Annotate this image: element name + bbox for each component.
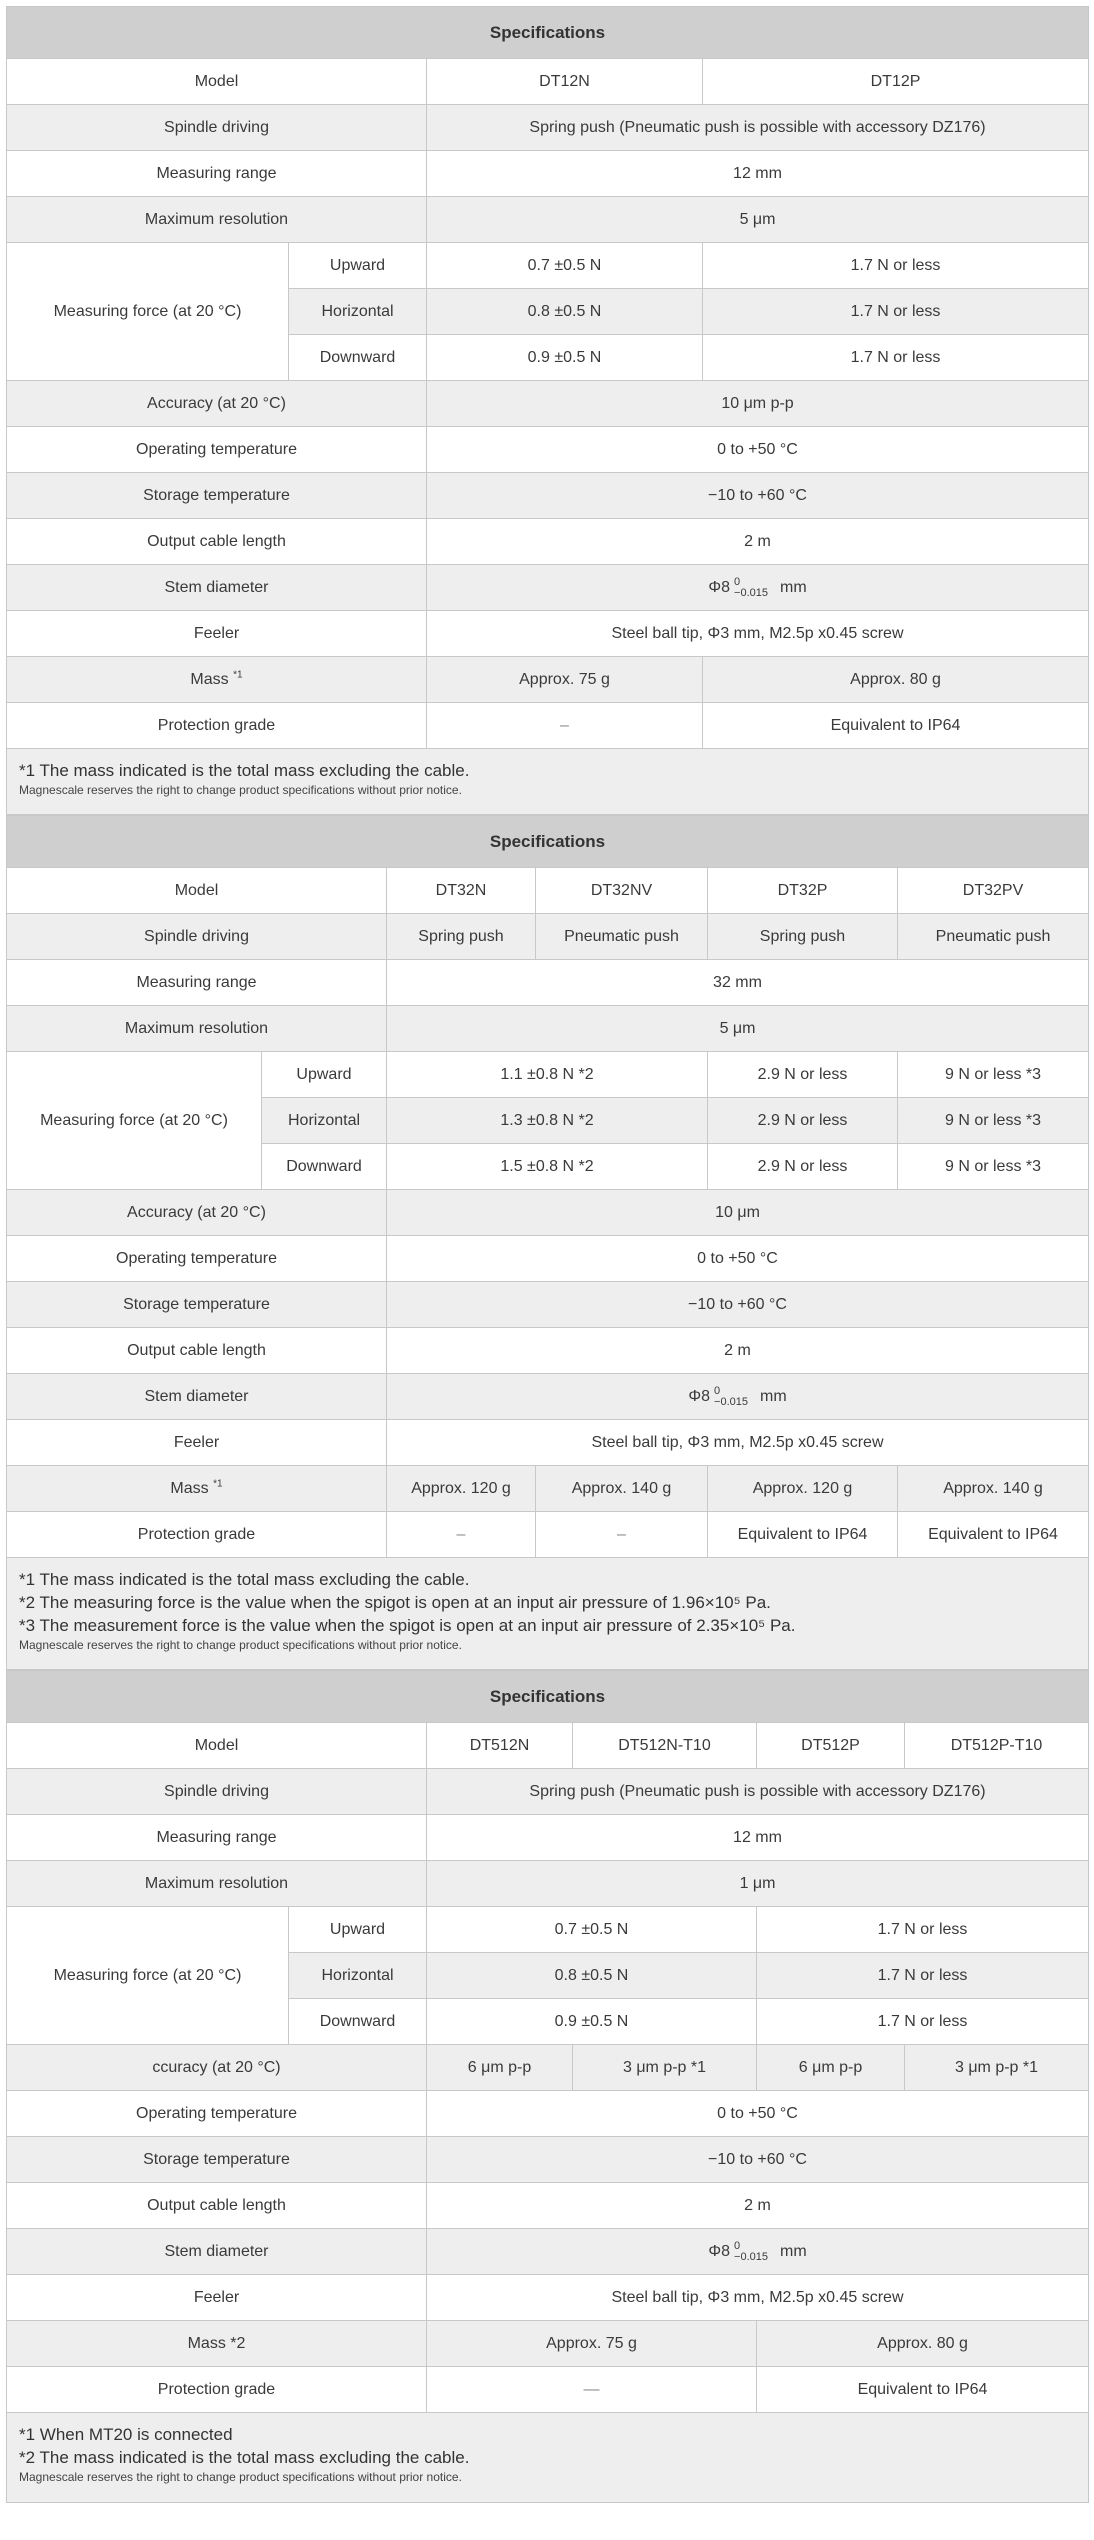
value-cell: 9 N or less *3 (898, 1144, 1089, 1190)
value-cell: 1.7 N or less (757, 1907, 1089, 1953)
value-cell: 0.8 ±0.5 N (427, 289, 703, 335)
value-cell: 1.1 ±0.8 N *2 (387, 1052, 708, 1098)
row-label-feeler: Feeler (7, 2275, 427, 2321)
value-cell: Spring push (Pneumatic push is possible with accessory DZ176) (427, 1769, 1089, 1815)
row-label-resolution: Maximum resolution (7, 1861, 427, 1907)
stem-tolerance-lower: −0.015 (714, 1395, 748, 1408)
row-label-resolution: Maximum resolution (7, 197, 427, 243)
value-cell: 2.9 N or less (708, 1144, 898, 1190)
footnotes (7, 749, 1089, 815)
footnote: *1 When MT20 is connected (19, 2425, 233, 2444)
value-cell: Approx. 140 g (898, 1466, 1089, 1512)
value-cell: 1.7 N or less (703, 335, 1089, 381)
table-row (7, 2229, 1089, 2275)
value-cell: −10 to +60 °C (427, 2137, 1089, 2183)
model-cell: DT12N (427, 59, 703, 105)
table-row (7, 1374, 1089, 1420)
row-label-cable: Output cable length (7, 519, 427, 565)
mass-label: Mass (190, 670, 229, 688)
value-cell: 3 μm p-p *1 (905, 2045, 1089, 2091)
footnote: *2 The measuring force is the value when the spigot is open at an input air pressure of 1.96×10⁵ Pa. (19, 1593, 771, 1612)
model-cell: DT32P (708, 868, 898, 914)
force-direction-label: Upward (289, 1907, 427, 1953)
value-cell: Approx. 80 g (703, 657, 1089, 703)
row-label-force: Measuring force (at 20 °C) (7, 1907, 289, 2045)
value-cell: — (427, 2367, 757, 2413)
row-label-cable: Output cable length (7, 1328, 387, 1374)
stem-base: Φ8 (708, 578, 731, 596)
row-label-stem: Stem diameter (7, 2229, 427, 2275)
stem-tolerance-upper: 0 (714, 1384, 721, 1397)
table-row (7, 2367, 1089, 2413)
value-cell: −10 to +60 °C (387, 1282, 1089, 1328)
row-label-resolution: Maximum resolution (7, 1006, 387, 1052)
value-cell: 0 to +50 °C (387, 1236, 1089, 1282)
table-row (7, 1282, 1089, 1328)
table-row (7, 427, 1089, 473)
stem-unit: mm (779, 2242, 807, 2260)
table-row (7, 1190, 1089, 1236)
stem-tolerance-lower: −0.015 (734, 2250, 768, 2263)
row-label-mass (7, 657, 427, 703)
table-title: Specifications (7, 816, 1089, 868)
row-label-spindle: Spindle driving (7, 105, 427, 151)
table-row (7, 2045, 1089, 2091)
row-label-model: Model (7, 59, 427, 105)
value-cell: 2 m (427, 2183, 1089, 2229)
spec-table-dt12 (6, 6, 1089, 815)
model-cell: DT512P-T10 (905, 1723, 1089, 1769)
row-label-range: Measuring range (7, 1815, 427, 1861)
table-row (7, 243, 1089, 289)
row-label-mass: Mass *2 (7, 2321, 427, 2367)
row-label-protection: Protection grade (7, 703, 427, 749)
row-label-operating-temp: Operating temperature (7, 2091, 427, 2137)
table-row (7, 1052, 1089, 1098)
row-label-accuracy: Accuracy (at 20 °C) (7, 1190, 387, 1236)
table-row (7, 1723, 1089, 1769)
footnotes (7, 1558, 1089, 1670)
model-cell: DT512N (427, 1723, 573, 1769)
table-row (7, 703, 1089, 749)
row-label-operating-temp: Operating temperature (7, 1236, 387, 1282)
value-cell: Approx. 120 g (387, 1466, 536, 1512)
table-row (7, 565, 1089, 611)
force-direction-label: Upward (262, 1052, 387, 1098)
model-cell: DT512P (757, 1723, 905, 1769)
value-cell: 1.3 ±0.8 N *2 (387, 1098, 708, 1144)
footnote: *2 The mass indicated is the total mass excluding the cable. (19, 2448, 470, 2467)
force-direction-label: Horizontal (262, 1098, 387, 1144)
row-label-protection: Protection grade (7, 2367, 427, 2413)
row-label-model: Model (7, 868, 387, 914)
value-cell: 3 μm p-p *1 (573, 2045, 757, 2091)
table-row (7, 2137, 1089, 2183)
mass-footnote-ref: *1 (213, 1478, 223, 1490)
table-row (7, 1512, 1089, 1558)
disclaimer: Magnescale reserves the right to change product specifications without prior notice. (19, 1638, 462, 1652)
stem-unit: mm (759, 1387, 787, 1405)
table-row (7, 473, 1089, 519)
stem-unit: mm (779, 578, 807, 596)
row-label-storage-temp: Storage temperature (7, 1282, 387, 1328)
value-cell: 10 μm p-p (427, 381, 1089, 427)
table-row (7, 2275, 1089, 2321)
row-label-protection: Protection grade (7, 1512, 387, 1558)
force-direction-label: Downward (289, 1999, 427, 2045)
stem-diameter-value (387, 1374, 1089, 1420)
row-label-spindle: Spindle driving (7, 914, 387, 960)
table-row (7, 1769, 1089, 1815)
value-cell: 9 N or less *3 (898, 1052, 1089, 1098)
footnote: *1 The mass indicated is the total mass excluding the cable. (19, 1570, 470, 1589)
stem-diameter-value (427, 2229, 1089, 2275)
table-title: Specifications (7, 7, 1089, 59)
table-row (7, 2183, 1089, 2229)
table-footnotes-row (7, 749, 1089, 815)
value-cell: 6 μm p-p (757, 2045, 905, 2091)
footnote: *3 The measurement force is the value when the spigot is open at an input air pressure of 2.35×10⁵ Pa. (19, 1616, 796, 1635)
value-cell: −10 to +60 °C (427, 473, 1089, 519)
row-label-storage-temp: Storage temperature (7, 2137, 427, 2183)
value-cell: Approx. 75 g (427, 657, 703, 703)
table-row (7, 611, 1089, 657)
mass-footnote-ref: *1 (233, 669, 243, 681)
value-cell: – (387, 1512, 536, 1558)
stem-tolerance-upper: 0 (734, 575, 741, 588)
row-label-range: Measuring range (7, 151, 427, 197)
table-row (7, 1466, 1089, 1512)
value-cell: – (536, 1512, 708, 1558)
row-label-mass (7, 1466, 387, 1512)
table-row (7, 1328, 1089, 1374)
value-cell: 12 mm (427, 151, 1089, 197)
value-cell: 5 μm (427, 197, 1089, 243)
value-cell: 2.9 N or less (708, 1052, 898, 1098)
value-cell: 0 to +50 °C (427, 427, 1089, 473)
table-footnotes-row (7, 1558, 1089, 1670)
value-cell: Equivalent to IP64 (708, 1512, 898, 1558)
value-cell: 1.7 N or less (757, 1953, 1089, 1999)
value-cell: 1 μm (427, 1861, 1089, 1907)
table-row (7, 105, 1089, 151)
row-label-force: Measuring force (at 20 °C) (7, 1052, 262, 1190)
table-row (7, 197, 1089, 243)
value-cell: 9 N or less *3 (898, 1098, 1089, 1144)
value-cell: 0 to +50 °C (427, 2091, 1089, 2137)
table-row (7, 1815, 1089, 1861)
value-cell: Steel ball tip, Φ3 mm, M2.5p x0.45 screw (427, 611, 1089, 657)
table-row (7, 2091, 1089, 2137)
row-label-model: Model (7, 1723, 427, 1769)
value-cell: Spring push (387, 914, 536, 960)
force-direction-label: Downward (262, 1144, 387, 1190)
row-label-range: Measuring range (7, 960, 387, 1006)
value-cell: Pneumatic push (898, 914, 1089, 960)
table-title: Specifications (7, 1671, 1089, 1723)
value-cell: Approx. 75 g (427, 2321, 757, 2367)
value-cell: 12 mm (427, 1815, 1089, 1861)
table-row (7, 2321, 1089, 2367)
force-direction-label: Downward (289, 335, 427, 381)
value-cell: 1.7 N or less (703, 243, 1089, 289)
row-label-operating-temp: Operating temperature (7, 427, 427, 473)
table-row (7, 657, 1089, 703)
table-row (7, 868, 1089, 914)
footnote: *1 The mass indicated is the total mass excluding the cable. (19, 761, 470, 780)
table-footnotes-row (7, 2413, 1089, 2503)
value-cell: Pneumatic push (536, 914, 708, 960)
value-cell: Equivalent to IP64 (757, 2367, 1089, 2413)
value-cell: 2 m (387, 1328, 1089, 1374)
table-row (7, 519, 1089, 565)
spec-table-dt32 (6, 815, 1089, 1670)
row-label-feeler: Feeler (7, 1420, 387, 1466)
row-label-feeler: Feeler (7, 611, 427, 657)
stem-tolerance-lower: −0.015 (734, 586, 768, 599)
value-cell: 1.7 N or less (703, 289, 1089, 335)
table-row (7, 1236, 1089, 1282)
force-direction-label: Horizontal (289, 289, 427, 335)
value-cell: Equivalent to IP64 (898, 1512, 1089, 1558)
value-cell: 5 μm (387, 1006, 1089, 1052)
value-cell: 0.9 ±0.5 N (427, 1999, 757, 2045)
force-direction-label: Horizontal (289, 1953, 427, 1999)
footnotes (7, 2413, 1089, 2503)
stem-base: Φ8 (688, 1387, 711, 1405)
row-label-stem: Stem diameter (7, 1374, 387, 1420)
row-label-force: Measuring force (at 20 °C) (7, 243, 289, 381)
model-cell: DT32N (387, 868, 536, 914)
disclaimer: Magnescale reserves the right to change product specifications without prior notice. (19, 2470, 462, 2484)
value-cell: 2.9 N or less (708, 1098, 898, 1144)
value-cell: 10 μm (387, 1190, 1089, 1236)
model-cell: DT32PV (898, 868, 1089, 914)
value-cell: 1.5 ±0.8 N *2 (387, 1144, 708, 1190)
model-cell: DT12P (703, 59, 1089, 105)
table-row (7, 1907, 1089, 1953)
force-direction-label: Upward (289, 243, 427, 289)
value-cell: Steel ball tip, Φ3 mm, M2.5p x0.45 screw (427, 2275, 1089, 2321)
table-row (7, 59, 1089, 105)
value-cell: 0.7 ±0.5 N (427, 1907, 757, 1953)
stem-tolerance-upper: 0 (734, 2239, 741, 2252)
stem-diameter-value (427, 565, 1089, 611)
row-label-accuracy: Accuracy (at 20 °C) (7, 381, 427, 427)
table-row (7, 1861, 1089, 1907)
table-row (7, 1006, 1089, 1052)
value-cell: Equivalent to IP64 (703, 703, 1089, 749)
value-cell: Spring push (Pneumatic push is possible with accessory DZ176) (427, 105, 1089, 151)
value-cell: Steel ball tip, Φ3 mm, M2.5p x0.45 screw (387, 1420, 1089, 1466)
row-label-spindle: Spindle driving (7, 1769, 427, 1815)
row-label-accuracy: ccuracy (at 20 °C) (7, 2045, 427, 2091)
value-cell: 2 m (427, 519, 1089, 565)
mass-label: Mass (170, 1479, 209, 1497)
disclaimer: Magnescale reserves the right to change product specifications without prior notice. (19, 783, 462, 797)
spec-table-dt512 (6, 1670, 1089, 2503)
table-row (7, 960, 1089, 1006)
table-row (7, 381, 1089, 427)
row-label-storage-temp: Storage temperature (7, 473, 427, 519)
value-cell: Approx. 80 g (757, 2321, 1089, 2367)
value-cell: 1.7 N or less (757, 1999, 1089, 2045)
value-cell: Spring push (708, 914, 898, 960)
value-cell: 0.9 ±0.5 N (427, 335, 703, 381)
value-cell: Approx. 140 g (536, 1466, 708, 1512)
value-cell: Approx. 120 g (708, 1466, 898, 1512)
value-cell: 0.7 ±0.5 N (427, 243, 703, 289)
model-cell: DT512N-T10 (573, 1723, 757, 1769)
model-cell: DT32NV (536, 868, 708, 914)
stem-base: Φ8 (708, 2242, 731, 2260)
value-cell: – (427, 703, 703, 749)
row-label-stem: Stem diameter (7, 565, 427, 611)
value-cell: 6 μm p-p (427, 2045, 573, 2091)
table-row (7, 151, 1089, 197)
value-cell: 0.8 ±0.5 N (427, 1953, 757, 1999)
table-row (7, 1420, 1089, 1466)
row-label-cable: Output cable length (7, 2183, 427, 2229)
value-cell: 32 mm (387, 960, 1089, 1006)
table-row (7, 914, 1089, 960)
